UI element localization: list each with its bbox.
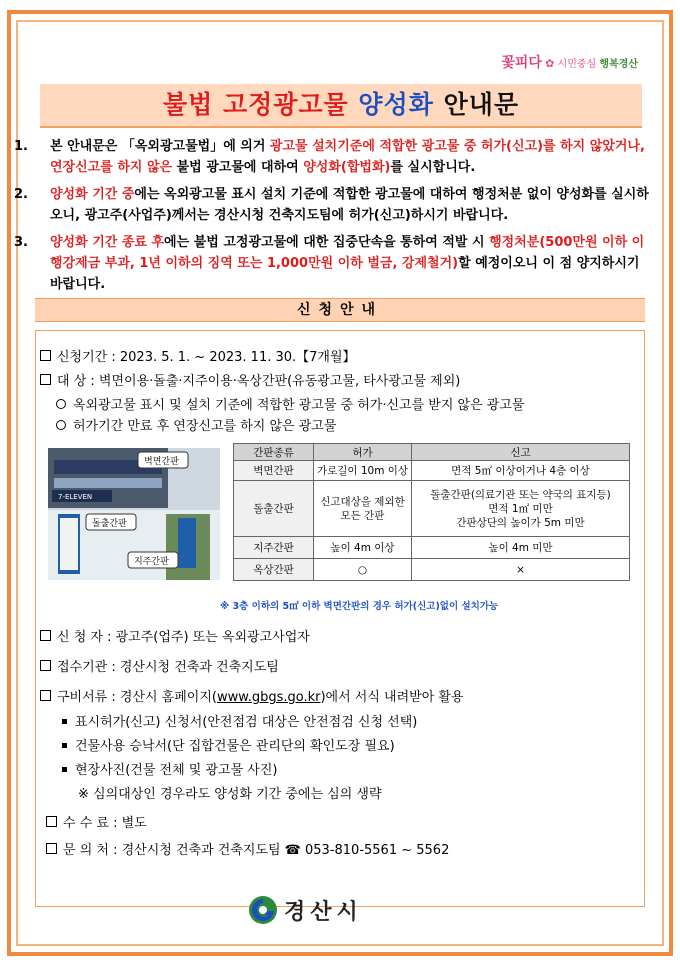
- checkbox-icon: [40, 690, 51, 701]
- homepage-link[interactable]: www.gbgs.go.kr: [217, 690, 321, 705]
- paragraph-text: 본 안내문은 「옥외광고물법」에 의거: [50, 139, 270, 154]
- table-cell-report: 돌출간판(의료기관 또는 약국의 표지등) 면적 1㎡ 미만 간판상단의 높이가 5m 미만: [412, 481, 630, 537]
- checkbox-icon: [40, 630, 51, 641]
- apply-fee: 수 수 료 : 별도: [46, 812, 147, 831]
- signboard-photo: [48, 448, 220, 580]
- intro-paragraph-3: [14, 232, 650, 295]
- apply-applicant: 신 청 자 : 광고주(업주) 또는 옥외광고사업자: [40, 626, 310, 645]
- apply-docs: 구비서류 : 경산시 홈페이지(www.gbgs.go.kr)에서 서식 내려받아 활용: [40, 686, 464, 705]
- apply-office: 접수기관 : 경산시청 건축과 건축지도팀: [40, 656, 279, 675]
- pole-sign-label: 지주간판: [134, 557, 169, 567]
- doc-item: 건물사용 승낙서(단 집합건물은 관리단의 확인도장 필요): [62, 735, 395, 754]
- title-part2: 양성화: [358, 90, 434, 119]
- paragraph-number: 2.: [14, 187, 28, 202]
- city-emblem-icon: [248, 895, 278, 925]
- title-part3: 안내문: [443, 90, 520, 119]
- slogan-middle: 시민중심: [557, 59, 597, 70]
- city-slogan: [501, 52, 638, 72]
- paragraph-text: 불법 광고물에 대하여: [172, 160, 304, 175]
- doc-note: ※ 심의대상인 경우라도 양성화 기간 중에는 심의 생략: [78, 787, 382, 802]
- highlight-text: 광고물 설치기준에 적합한 광고물 중 허가(신고)를 하지 않았거나, 연장신고를 하지 않은: [50, 139, 645, 175]
- checkbox-icon: [46, 843, 57, 854]
- intro-paragraph-1: [14, 136, 650, 178]
- table-note: ※ 3층 이하의 5㎡ 이하 벽면간판의 경우 허가(신고)없이 설치가능: [220, 601, 499, 612]
- intro-paragraph-2: [14, 184, 650, 226]
- apply-target-sub1: 옥외광고물 표시 및 설치 기준에 적합한 광고물 중 허가·신고를 받지 않은 광고물: [56, 394, 524, 413]
- paragraph-text: 할 예정이오니 이 점 양지하시기 바랍니다.: [50, 256, 640, 292]
- table-cell-type: 옥상간판: [234, 559, 314, 581]
- doc-item: 표시허가(신고) 신청서(안전점검 대상은 안전점검 신청 선택): [62, 711, 417, 730]
- city-logo: [248, 895, 363, 925]
- apply-target: 대 상 : 벽면이용·돌출·지주이용·옥상간판(유동광고물, 타사광고물 제외): [40, 370, 460, 389]
- checkbox-icon: [46, 816, 57, 827]
- doc-item: 현장사진(건물 전체 및 광고물 사진): [62, 759, 278, 778]
- highlight-text: 양성화(합법화): [303, 160, 391, 175]
- shop-sign-text: 7-ELEVEN: [58, 493, 93, 501]
- table-cell-report: ×: [412, 559, 630, 581]
- paragraph-text: 를 실시합니다.: [390, 160, 476, 175]
- paragraph-number: 1.: [14, 139, 28, 154]
- table-cell-report: 높이 4m 미만: [412, 537, 630, 559]
- square-bullet-icon: [62, 719, 67, 724]
- table-header: 간판종류: [234, 444, 314, 461]
- square-bullet-icon: [62, 767, 67, 772]
- circle-bullet-icon: [56, 399, 66, 409]
- checkbox-icon: [40, 374, 51, 385]
- page-title: [40, 84, 642, 128]
- highlight-text: 행정처분(500만원 이하 이행강제금 부과, 1년 이하의 징역 또는 1,000만원 이하 벌금, 강제철거): [50, 235, 645, 271]
- table-header: 허가: [314, 444, 412, 461]
- city-name: 경산시: [284, 899, 363, 925]
- protrude-sign-label: 돌출간판: [92, 519, 127, 529]
- table-cell-permit: 높이 4m 이상: [314, 537, 412, 559]
- slogan-brand: 꽃피다: [501, 55, 542, 71]
- apply-contact: 문 의 처 : 경산시청 건축과 건축지도팀 ☎ 053-810-5561 ~ 5562: [46, 839, 449, 858]
- apply-target-sub2: 허가기간 만료 후 연장신고를 하지 않은 광고물: [56, 415, 336, 434]
- table-cell-permit: 가로길이 10m 이상: [314, 461, 412, 481]
- table-cell-report: 면적 5㎡ 이상이거나 4층 이상: [412, 461, 630, 481]
- paragraph-text: 에는 불법 고정광고물에 대한 집중단속을 통하여 적발 시: [164, 235, 490, 250]
- paragraph-text: 에는 옥외광고물 표시 설치 기준에 적합한 광고물에 대하여 행정처분 없이 양성화를 실시하오니, 광고주(사업주)께서는 경산시청 건축지도팀에 허가(신고)하시기 바랍니다.: [50, 187, 649, 223]
- paragraph-number: 3.: [14, 235, 28, 250]
- signboard-table: [233, 443, 630, 581]
- table-cell-type: 돌출간판: [234, 481, 314, 537]
- title-part1: 불법 고정광고물: [162, 90, 349, 119]
- table-cell-permit: ○: [314, 559, 412, 581]
- slogan-end: 행복경산: [599, 59, 638, 70]
- checkbox-icon: [40, 350, 51, 361]
- highlight-text: 양성화 기간 중: [50, 187, 135, 202]
- circle-bullet-icon: [56, 420, 66, 430]
- wall-sign-label: 벽면간판: [144, 457, 179, 467]
- flower-icon: ✿: [545, 57, 555, 70]
- table-cell-type: 벽면간판: [234, 461, 314, 481]
- table-cell-permit: 신고대상을 제외한 모든 간판: [314, 481, 412, 537]
- section-title: 신청안내: [35, 298, 645, 322]
- square-bullet-icon: [62, 743, 67, 748]
- checkbox-icon: [40, 660, 51, 671]
- highlight-text: 양성화 기간 종료 후: [50, 235, 165, 250]
- table-cell-type: 지주간판: [234, 537, 314, 559]
- table-header: 신고: [412, 444, 630, 461]
- apply-period: 신청기간 : 2023. 5. 1. ~ 2023. 11. 30.【7개월】: [40, 346, 356, 365]
